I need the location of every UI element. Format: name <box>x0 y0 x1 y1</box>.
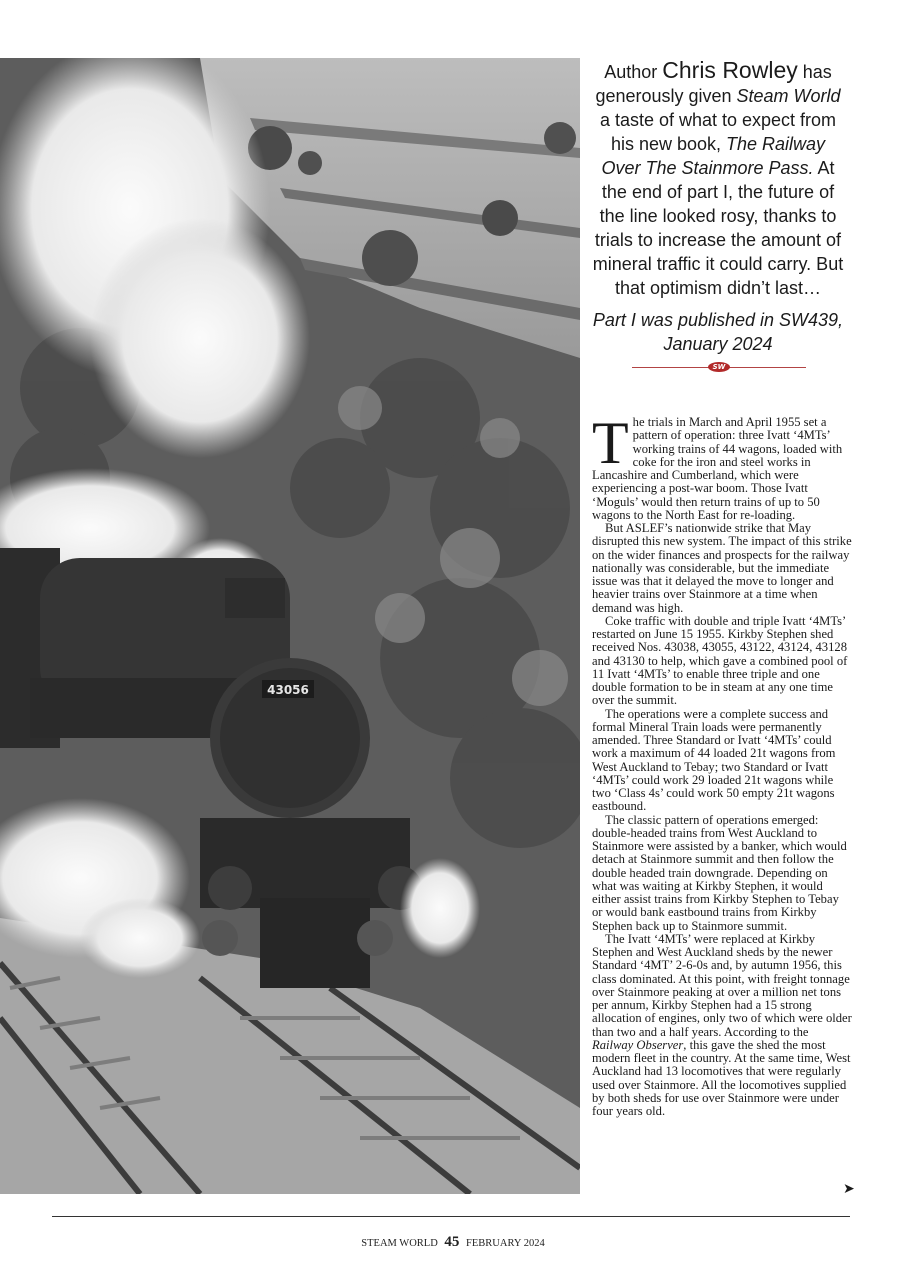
drop-cap: T <box>592 410 629 476</box>
footer-magazine: STEAM WORLD <box>361 1238 438 1249</box>
page-footer <box>0 1234 906 1251</box>
paragraph-2: But ASLEF’s nationwide strike that May disrupted this new system. The impact of this strike on the wider finances and prospects for the railway nationally was considerable, but the immediate issue was that it delayed the move to longer and heavier trains over Stainmore at a time when demand was high. <box>592 521 852 615</box>
publication-name: Railway Observer <box>592 1037 684 1052</box>
footer-date: FEBRUARY 2024 <box>466 1238 545 1249</box>
author-name: Chris Rowley <box>662 57 798 83</box>
magazine-name: Steam World <box>736 86 841 106</box>
photo-illustration <box>0 58 580 1194</box>
part-one-note: Part I was published in SW439, January 2024 <box>592 310 844 354</box>
continue-arrow-icon: ➤ <box>843 1181 855 1197</box>
locomotive-photo <box>0 58 580 1194</box>
paragraph-6: The Ivatt ‘4MTs’ were replaced at Kirkby Stephen and West Auckland sheds by the newer Standard ‘4MT’ 2-6-0s and, by autumn 1956, this class dominated. At this point, with freight tonnage over Stainmore peaking at over a million net tons per annum, Kirkby Stephen had a 15 strong allocation of engines, only two of which were older than two and a half years. According to the Railway Observer, this gave the shed the most modern fleet in the country. At the same time, West Auckland had 13 locomotives that were regularly used over Stainmore. All the locomotives supplied by both sheds for use over Stainmore were under four years old. <box>592 931 852 1118</box>
standfirst <box>592 58 844 356</box>
paragraph-3: Coke traffic with double and triple Ivatt ‘4MTs’ restarted on June 15 1955. Kirkby Stephen shed received Nos. 43038, 43055, 43122, 43124, 43128 and 43130 to help, which gave a combined pool of 11 Ivatt ‘4MTs’ to enable three triple and one double formation to be in steam at any one time over the summit. <box>592 613 848 708</box>
article-body <box>592 410 852 1118</box>
standfirst-text: Author Chris Rowley has generously given Steam World a taste of what to expect from his new book, The Railway Over The Stainmore Pass. At the end of part I, the future of the line looked rosy, thanks to trials to increase the amount of mineral traffic it could carry. But that optimism didn’t last… <box>592 57 844 298</box>
page-number: 45 <box>444 1234 460 1250</box>
paragraph-4: The operations were a complete success and formal Mineral Train loads were permanently amended. Three Standard or Ivatt ‘4MTs’ could work a maximum of 44 loaded 21t wagons from West Auckland to Tebay; two Standard or Ivatt ‘4MTs’ could work 29 loaded 21t wagons while two ‘Class 4s’ could work 50 empty 21t wagons eastbound. <box>592 706 836 814</box>
loco-number: 43056 <box>267 683 309 697</box>
footer-rule <box>52 1216 850 1217</box>
paragraph-1: The trials in March and April 1955 set a pattern of operation: three Ivatt ‘4MTs’ working trains of 44 wagons, loaded with coke for the iron and steel works in Lancashire and Cumberland, which were experiencing a post-war boom. Those Ivatt ‘Moguls’ would then return trains of up to 50 wagons to the North East for re-loading. <box>592 410 843 522</box>
paragraph-5: The classic pattern of operations emerged: double-headed trains from West Auckland to Stainmore were assisted by a banker, which would detach at Stainmore summit and then follow the double headed train downgrade. Depending on what was waiting at Kirkby Stephen, it would either assist trains from Kirkby Stephen to Tebay or would bank eastbound trains from Kirkby Stephen back up to Stainmore summit. <box>592 812 847 933</box>
sw-logo: SW <box>708 362 730 372</box>
book-title: The Railway Over The Stainmore Pass. <box>601 134 826 178</box>
section-divider <box>632 363 806 371</box>
